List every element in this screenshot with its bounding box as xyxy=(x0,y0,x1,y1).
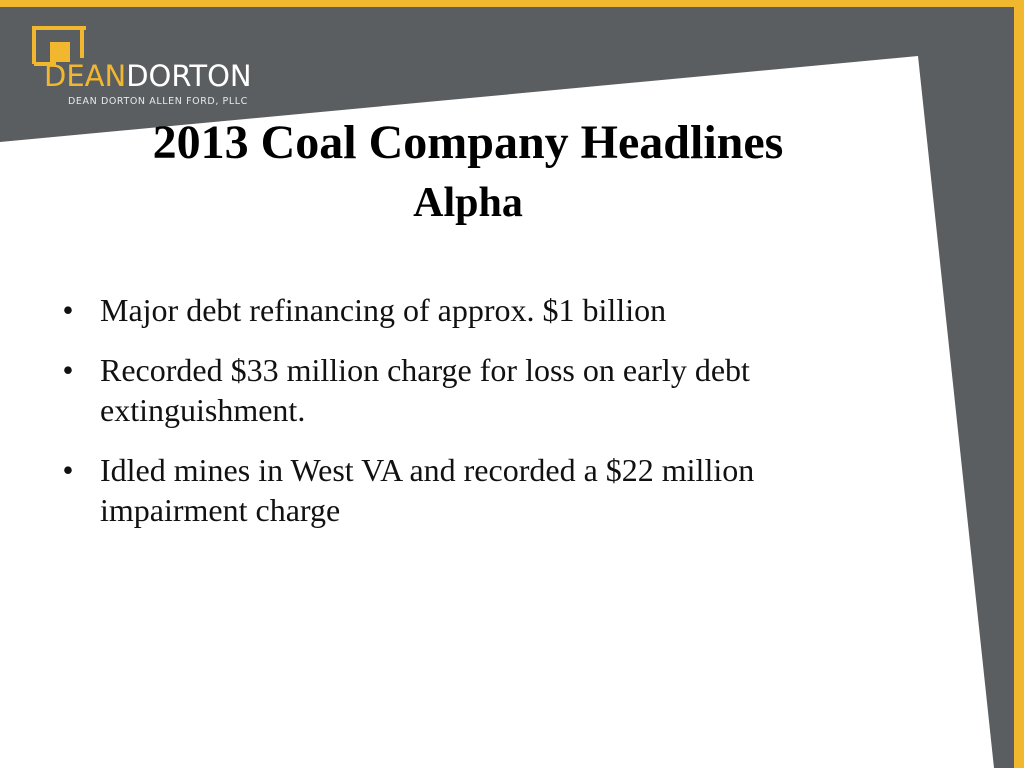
bullet-item xyxy=(58,450,898,530)
logo-tagline: DEAN DORTON ALLEN FORD, PLLC xyxy=(68,96,248,107)
bullet-list xyxy=(58,290,898,550)
slide-title: 2013 Coal Company Headlines xyxy=(152,116,784,169)
bullet-text: Major debt refinancing of approx. $1 billion xyxy=(100,292,667,328)
logo-word-dorton: DORTON xyxy=(126,59,252,93)
company-logo xyxy=(30,24,270,114)
bullet-icon: • xyxy=(62,352,74,388)
bullet-item xyxy=(58,350,898,430)
slide-subtitle: Alpha xyxy=(413,180,523,226)
logo-wordmark xyxy=(44,59,252,93)
bullet-icon: • xyxy=(62,452,74,488)
bullet-text: Idled mines in West VA and recorded a $22 million impairment charge xyxy=(100,452,755,528)
logo-word-dean: DEAN xyxy=(44,59,127,93)
bullet-item xyxy=(58,290,898,330)
bullet-icon: • xyxy=(62,292,74,328)
bullet-text: Recorded $33 million charge for loss on early debt extinguishment. xyxy=(100,352,750,428)
